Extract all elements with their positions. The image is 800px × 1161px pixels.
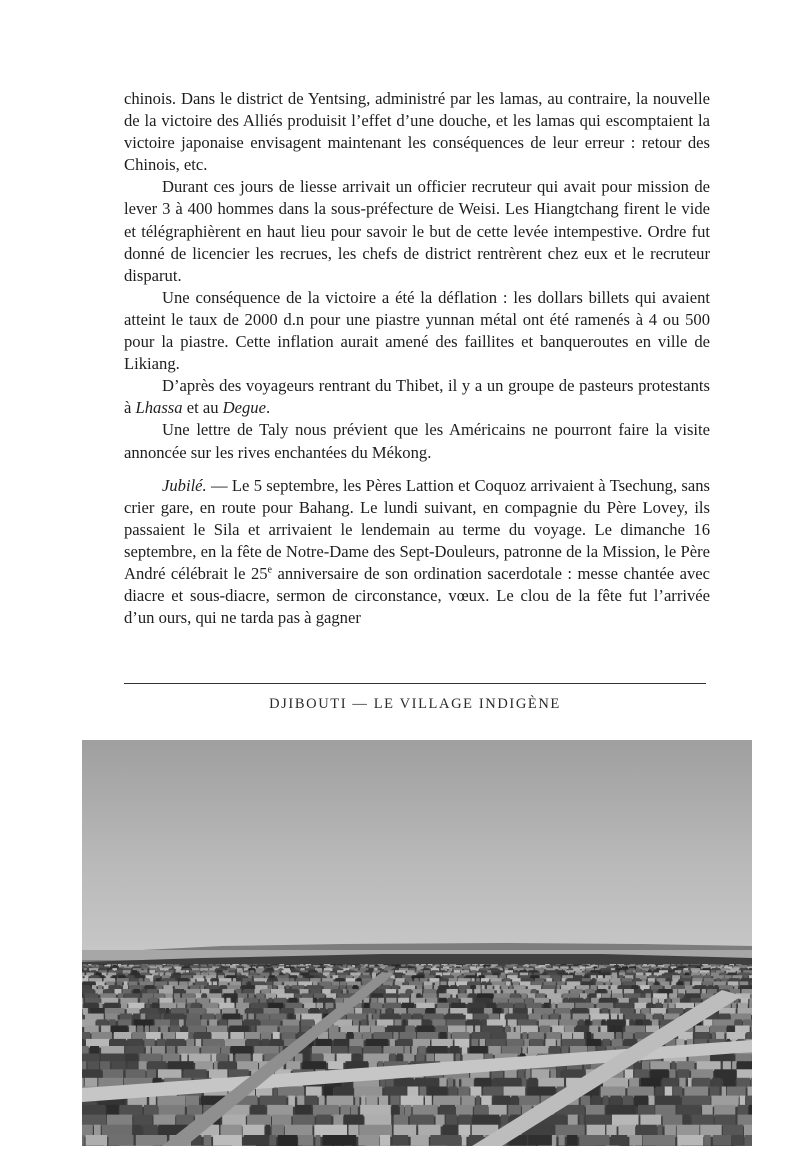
- paragraph-protestants: [124, 375, 710, 419]
- paragraph-deflation: Une conséquence de la victoire a été la déflation : les dollars billets qui avaient atteint le taux de 2000 d.n pour une piastre yunnan métal ont été ramenés à 4 ou 500 pour la piastre. Cette inflation aurait amené des faillites et banqueroutes en ville de Likiang.: [124, 287, 710, 374]
- paragraph-taly-letter: Une lettre de Taly nous prévient que les Américains ne pourront faire la visite annoncée sur les rives enchantées du Mékong.: [124, 420, 710, 462]
- paragraph-recruiter: Durant ces jours de liesse arrivait un officier recruteur qui avait pour mission de lever 3 à 400 hommes dans la sous-préfecture de Weisi. Les Hiangtchang firent le vide et télégraphièrent en haut lieu pour savoir le but de cette levée intempestive. Ordre fut donné de licencier les recrues, les chefs de district rentrèrent chez eux et le recruteur disparut.: [124, 177, 710, 285]
- paragraph-text: — Le 5 septembre, les Pères Lattion et Coquoz arrivaient à Tsechung, sans crier gare, en route pour Bahang. Le lundi suivant, en compagnie du Père Lovey, ils passaient le Sila et arrivaient le lendemain au terme du voyage. Le dimanche 16 septembre, en la fête de Notre-Dame des Sept-Douleurs, patronne de la Mission, le Père André célébrait le 25: [124, 475, 710, 583]
- paragraph-text: .: [265, 398, 271, 418]
- village-photo-image: [82, 740, 752, 1146]
- paragraph-text: anniversaire de son ordination sacerdotale : messe chantée avec diacre et sous-diacre, sermon de circonstance, vœux. Le clou de la fête fut l’arrivée d’un ours, qui ne tarda pas à gagner: [124, 563, 710, 628]
- photo-caption: DJIBOUTI — LE VILLAGE INDIGÈNE: [269, 696, 561, 712]
- place-lhassa: Lhassa: [135, 398, 183, 418]
- paragraph-continuation: chinois. Dans le district de Yentsing, administré par les lamas, au contraire, la nouvelle de la victoire des Alliés produisit l’effet d’une douche, et les lamas qui escomptaient la victoire japonaise envisagent maintenant les conséquences de leur erreur : retour des Chinois, etc.: [124, 89, 710, 175]
- place-degue: Degue: [222, 398, 266, 418]
- paragraph-jubile: [124, 475, 710, 630]
- paragraph-text: D’après des voyageurs rentrant du Thibet, il y a un groupe de pasteurs protestants à: [124, 376, 710, 418]
- paragraph-text: et au: [182, 398, 223, 418]
- section-heading-jubile: Jubilé.: [162, 475, 207, 495]
- body-text: [124, 88, 710, 629]
- ordinal-superscript: e: [267, 564, 272, 576]
- djibouti-village-photo: [82, 740, 752, 1146]
- caption-divider: [124, 683, 706, 684]
